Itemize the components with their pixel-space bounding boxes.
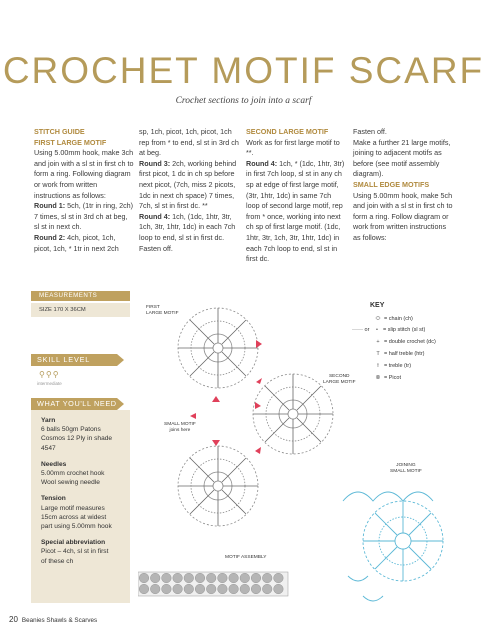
tension-heading: Tension — [41, 495, 66, 503]
assembly-motif — [173, 573, 183, 583]
paragraph: Make a further 21 large motifs, joining to adjacent motifs as before (see motif assembly diagram). — [353, 137, 451, 179]
paragraph: Using 5.00mm hook, make 3ch and join with a sl st in first ch to form a ring. Following diagram or work from written instructions as follows: — [34, 148, 134, 200]
skill-level-label: intermediate — [37, 381, 62, 386]
first-large-motif — [178, 308, 258, 388]
assembly-motif — [251, 573, 261, 583]
materials-box — [31, 410, 130, 603]
assembly-motif — [274, 573, 284, 583]
paragraph: Work as for first large motif to **. — [246, 137, 340, 158]
instructions — [34, 127, 454, 267]
assembly-motif — [262, 584, 272, 594]
arrow-icon — [117, 398, 124, 410]
round-2: Round 2: 4ch, picot, 1ch, picot, 1ch, * 1tr in next 2ch — [34, 232, 119, 253]
assembly-motif — [184, 573, 194, 583]
assembly-motif — [229, 573, 239, 583]
abbreviation-line: of these ch — [41, 557, 74, 565]
assembly-motif — [206, 584, 216, 594]
measurements-heading: MEASUREMENTS — [31, 291, 130, 301]
joining-small-motif-label: JOINING SMALL MOTIF — [390, 463, 422, 474]
key-item: T = half treble (htr) — [376, 351, 425, 357]
assembly-motif — [274, 584, 284, 594]
assembly-motif — [139, 573, 149, 583]
measurements-value: SIZE 170 X 36CM — [31, 303, 130, 317]
column-4 — [353, 127, 453, 244]
page-subtitle: Crochet sections to join into a scarf — [175, 96, 312, 106]
footer-text: Beanies Shawls & Scarves — [21, 617, 98, 624]
yarn-line: Cosmos 12 Ply in shade — [41, 435, 113, 443]
key-item: ƚ = treble (tr) — [377, 363, 412, 369]
column-1 — [34, 127, 134, 254]
page-footer — [9, 615, 97, 624]
tension-line: Large motif measures — [41, 504, 105, 512]
column-2 — [139, 127, 239, 254]
key-item: ⦾ = Picot — [375, 375, 401, 381]
page-number: 20 — [9, 615, 18, 624]
page-title: CROCHET MOTIF SCARF — [2, 50, 485, 91]
joining-small-motif — [363, 501, 443, 581]
tension-line: part using 5.00mm hook — [41, 523, 112, 531]
key-title: KEY — [370, 302, 385, 309]
yarn-heading: Yarn — [41, 417, 56, 424]
needles-heading: Needles — [41, 460, 67, 468]
paragraph: Using 5.00mm hook, make 5ch and join with a sl st in first ch to form a ring. Follow diagram or work from written instructions as follows: — [353, 190, 453, 242]
first-large-motif-label: FIRST LARGE MOTIF — [146, 305, 179, 316]
paragraph: sp, 1ch, picot, 1ch, picot, 1ch rep from * to end, sl st in 3rd ch at beg. — [139, 127, 239, 158]
small-motif-arcs — [343, 492, 433, 601]
round-3: Round 3: 2ch, working behind first picot, 1 dc in ch sp before next picot, (7ch, miss 2 picots, 1dc in next ch space) 7 times, 7ch, sl st in first dc. ** — [139, 158, 237, 211]
stitch-guide-heading: STITCH GUIDE — [34, 127, 85, 136]
join-arrows — [190, 340, 262, 454]
assembly-motif — [150, 584, 160, 594]
abbreviation-line: Picot – 4ch, sl st in first — [41, 548, 109, 556]
column-3 — [246, 127, 346, 265]
assembly-motif — [150, 573, 160, 583]
key-item: —— or • = slip stitch (sl st) — [352, 327, 426, 333]
second-large-motif-label: SECOND LARGE MOTIF — [323, 374, 356, 385]
assembly-motif — [240, 584, 250, 594]
second-large-motif — [253, 374, 333, 454]
needles-line: Wool sewing needle — [41, 479, 100, 487]
skill-level-heading: SKILL LEVEL — [31, 354, 117, 366]
key-item: ⬭ = chain (ch) — [375, 316, 413, 322]
round-4: Round 4: 1ch, (1dc, 1htr, 3tr, 1ch, 3tr, 1htr, 1dc) in each 7ch loop to end, sl st in first dc. Fasten off. — [139, 211, 236, 253]
assembly-motif — [229, 584, 239, 594]
assembly-motif — [218, 584, 228, 594]
yarn-line: 6 balls 50gm Patons — [41, 426, 101, 434]
key-item: + = double crochet (dc) — [376, 339, 436, 345]
assembly-motif — [162, 584, 172, 594]
yarn-line: 4547 — [41, 444, 56, 452]
arrow-icon — [117, 354, 124, 366]
small-edge-motifs-heading: SMALL EDGE MOTIFS — [353, 179, 430, 189]
assembly-motif — [162, 573, 172, 583]
motif-assembly-label: MOTIF ASSEMBLY — [225, 555, 267, 560]
yarn-ball-icon: ⚲⚲⚲ — [39, 370, 60, 379]
second-large-motif-heading: SECOND LARGE MOTIF — [246, 127, 329, 136]
needles-line: 5.00mm crochet hook — [41, 470, 105, 478]
small-motif-label: SMALL MOTIF joins here — [164, 422, 196, 433]
assembly-motif — [195, 584, 205, 594]
assembly-motif — [173, 584, 183, 594]
assembly-motif — [218, 573, 228, 583]
paragraph: Fasten off. — [353, 127, 387, 136]
round-1: Round 1: 5ch, (1tr in ring, 2ch) 7 times, sl st in 3rd ch at beg, sl st in next ch. — [34, 201, 134, 232]
assembly-motif — [240, 573, 250, 583]
assembly-motif — [251, 584, 261, 594]
third-large-motif — [178, 446, 258, 526]
assembly-motif — [206, 573, 216, 583]
what-you-need-heading: WHAT YOU'LL NEED — [31, 398, 117, 410]
assembly-motif — [262, 573, 272, 583]
first-large-motif-heading: FIRST LARGE MOTIF — [34, 137, 107, 147]
assembly-motif — [195, 573, 205, 583]
tension-line: 15cm across at widest — [41, 513, 107, 521]
round-4: Round 4: 1ch, * (1dc, 1htr, 3tr) in first 7ch loop, sl st in any ch sp at edge of first large motif, (3tr, 1htr, 1dc) in same 7ch loop of second large motif, rep from * once, working into next ch sp of first large motif. (1dc, 1htr, 3tr, 1ch, 3tr, 1htr, 1dc) in each 7ch loop to end, sl st in first dc. — [246, 158, 345, 264]
assembly-motif — [139, 584, 149, 594]
assembly-motif — [184, 584, 194, 594]
abbreviation-heading: Special abbreviation — [41, 539, 106, 547]
